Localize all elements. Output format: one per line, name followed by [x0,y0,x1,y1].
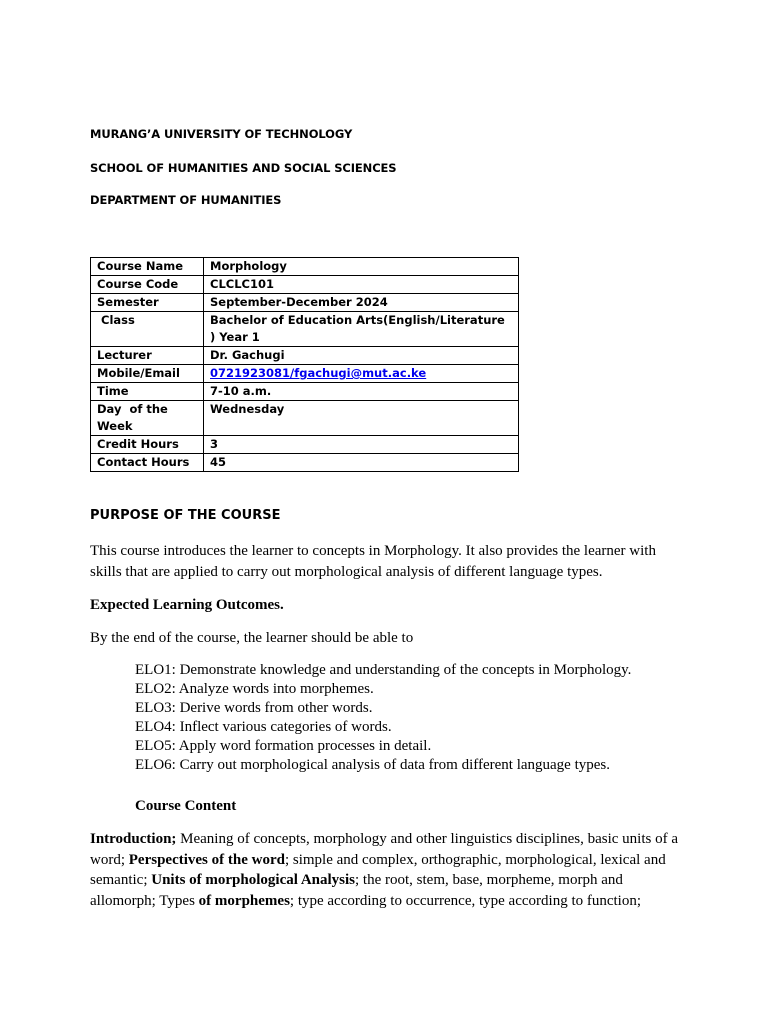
table-value: September-December 2024 [204,294,519,312]
table-label: Lecturer [91,347,204,365]
table-value: 45 [204,454,519,472]
list-item: ELO3: Derive words from other words. [135,700,373,716]
school-name: SCHOOL OF HUMANITIES AND SOCIAL SCIENCES [90,161,397,175]
table-row [91,276,519,294]
table-label: Day of the Week [91,401,204,436]
purpose-text: This course introduces the learner to concepts in Morphology. It also provides the learner with skills that are applied to carry out morphological analysis of different language types. [90,543,656,580]
table-row [91,383,519,401]
list-item: ELO5: Apply word formation processes in detail. [135,738,432,754]
content-run: Meaning of concepts, morphology and other linguistics disciplines, basic units of a word; [90,831,678,868]
content-heading: Course Content [135,798,237,814]
table-value: Dr. Gachugi [204,347,519,365]
content-run: of morphemes [198,892,290,909]
university-name: MURANG’A UNIVERSITY OF TECHNOLOGY [90,127,353,141]
list-item: ELO2: Analyze words into morphemes. [135,681,374,697]
table-value: 7-10 a.m. [204,383,519,401]
purpose-heading: PURPOSE OF THE COURSE [90,508,281,523]
table-label: Semester [91,294,204,312]
table-value [204,365,519,383]
outcomes-intro: By the end of the course, the learner should be able to [90,630,414,646]
table-row [91,365,519,383]
content-paragraph [90,829,680,911]
content-run: ; the root, stem, base, morpheme, morph and allomorph; Types [90,872,623,909]
course-info-table [90,257,519,472]
table-value: CLCLC101 [204,276,519,294]
list-item: ELO1: Demonstrate knowledge and understanding of the concepts in Morphology. [135,662,632,678]
table-value: Bachelor of Education Arts(English/Literature ) Year 1 [204,312,519,347]
table-value: Morphology [204,258,519,276]
content-run: Perspectives of the word [128,851,285,868]
table-row [91,312,519,347]
table-row [91,347,519,365]
table-label: Contact Hours [91,454,204,472]
table-value: Wednesday [204,401,519,436]
list-item: ELO4: Inflect various categories of words. [135,719,392,735]
table-row [91,294,519,312]
table-label: Course Name [91,258,204,276]
department-name: DEPARTMENT OF HUMANITIES [90,193,282,207]
content-run: ; type according to occurrence, type according to function; [289,892,642,909]
outcomes-list [135,661,631,775]
outcomes-heading: Expected Learning Outcomes. [90,597,284,613]
table-label: Time [91,383,204,401]
content-run: Introduction; [90,831,177,847]
table-label: Course Code [91,276,204,294]
content-run: ; simple and complex, orthographic, morphological, lexical and semantic; [90,851,666,888]
table-row [91,401,519,436]
table-row [91,436,519,454]
table-label: Mobile/Email [91,365,204,383]
table-row [91,258,519,276]
table-label: Class [91,312,204,347]
content-run: Units of morphological Analysis [151,872,356,888]
list-item: ELO6: Carry out morphological analysis of data from different language types. [135,757,611,773]
table-value: 3 [204,436,519,454]
table-label: Credit Hours [91,436,204,454]
table-row [91,454,519,472]
contact-email-link[interactable]: 0721923081/fgachugi@mut.ac.ke [210,366,427,380]
